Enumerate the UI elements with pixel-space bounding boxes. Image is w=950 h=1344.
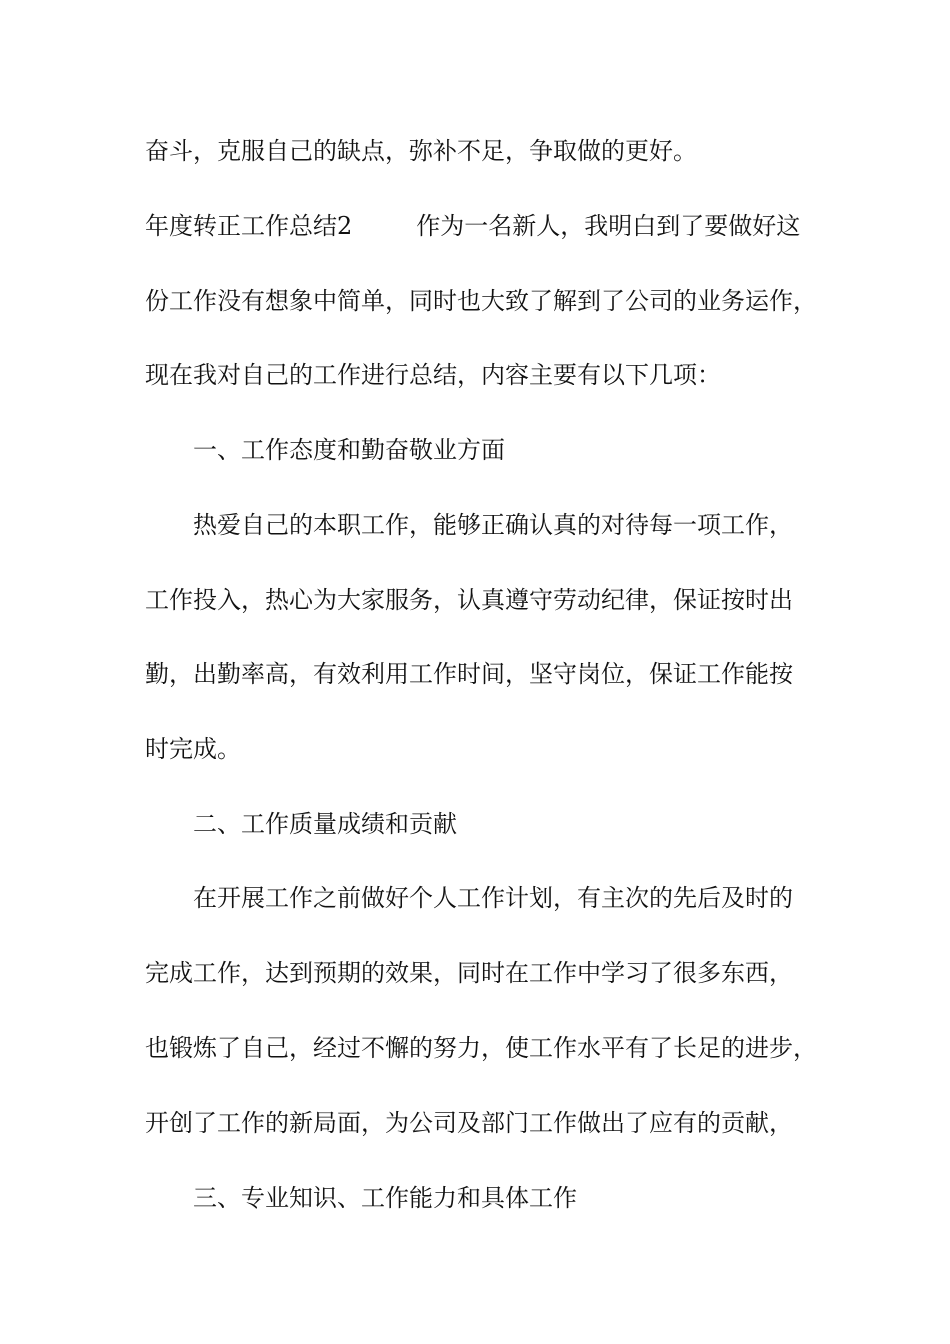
section-heading: 三、专业知识、工作能力和具体工作 [193,1184,577,1212]
section-heading: 二、工作质量成绩和贡献 [193,810,457,838]
paragraph-line: 勤，出勤率高，有效利用工作时间，坚守岗位，保证工作能按 [145,660,793,688]
section-title: 年度转正工作总结2 [145,212,353,240]
paragraph-line: 在开展工作之前做好个人工作计划，有主次的先后及时的 [193,884,793,912]
paragraph-line: 开创了工作的新局面，为公司及部门工作做出了应有的贡献， [145,1109,793,1137]
paragraph-line: 也锻炼了自己，经过不懈的努力，使工作水平有了长足的进步， [145,1034,817,1062]
paragraph-line: 份工作没有想象中简单，同时也大致了解到了公司的业务运作， [145,287,817,315]
paragraph-line: 热爱自己的本职工作，能够正确认真的对待每一项工作， [193,511,793,539]
paragraph-line: 时完成。 [145,735,241,763]
paragraph-line: 工作投入，热心为大家服务，认真遵守劳动纪律，保证按时出 [145,586,793,614]
paragraph-line: 现在我对自己的工作进行总结，内容主要有以下几项： [145,361,721,389]
section-heading: 一、工作态度和勤奋敬业方面 [193,436,505,464]
paragraph-line: 完成工作，达到预期的效果，同时在工作中学习了很多东西， [145,959,793,987]
paragraph-line: 奋斗，克服自己的缺点，弥补不足，争取做的更好。 [145,137,697,165]
paragraph-text: 作为一名新人，我明白到了要做好这 [416,212,801,240]
paragraph-line-with-heading [145,211,800,241]
